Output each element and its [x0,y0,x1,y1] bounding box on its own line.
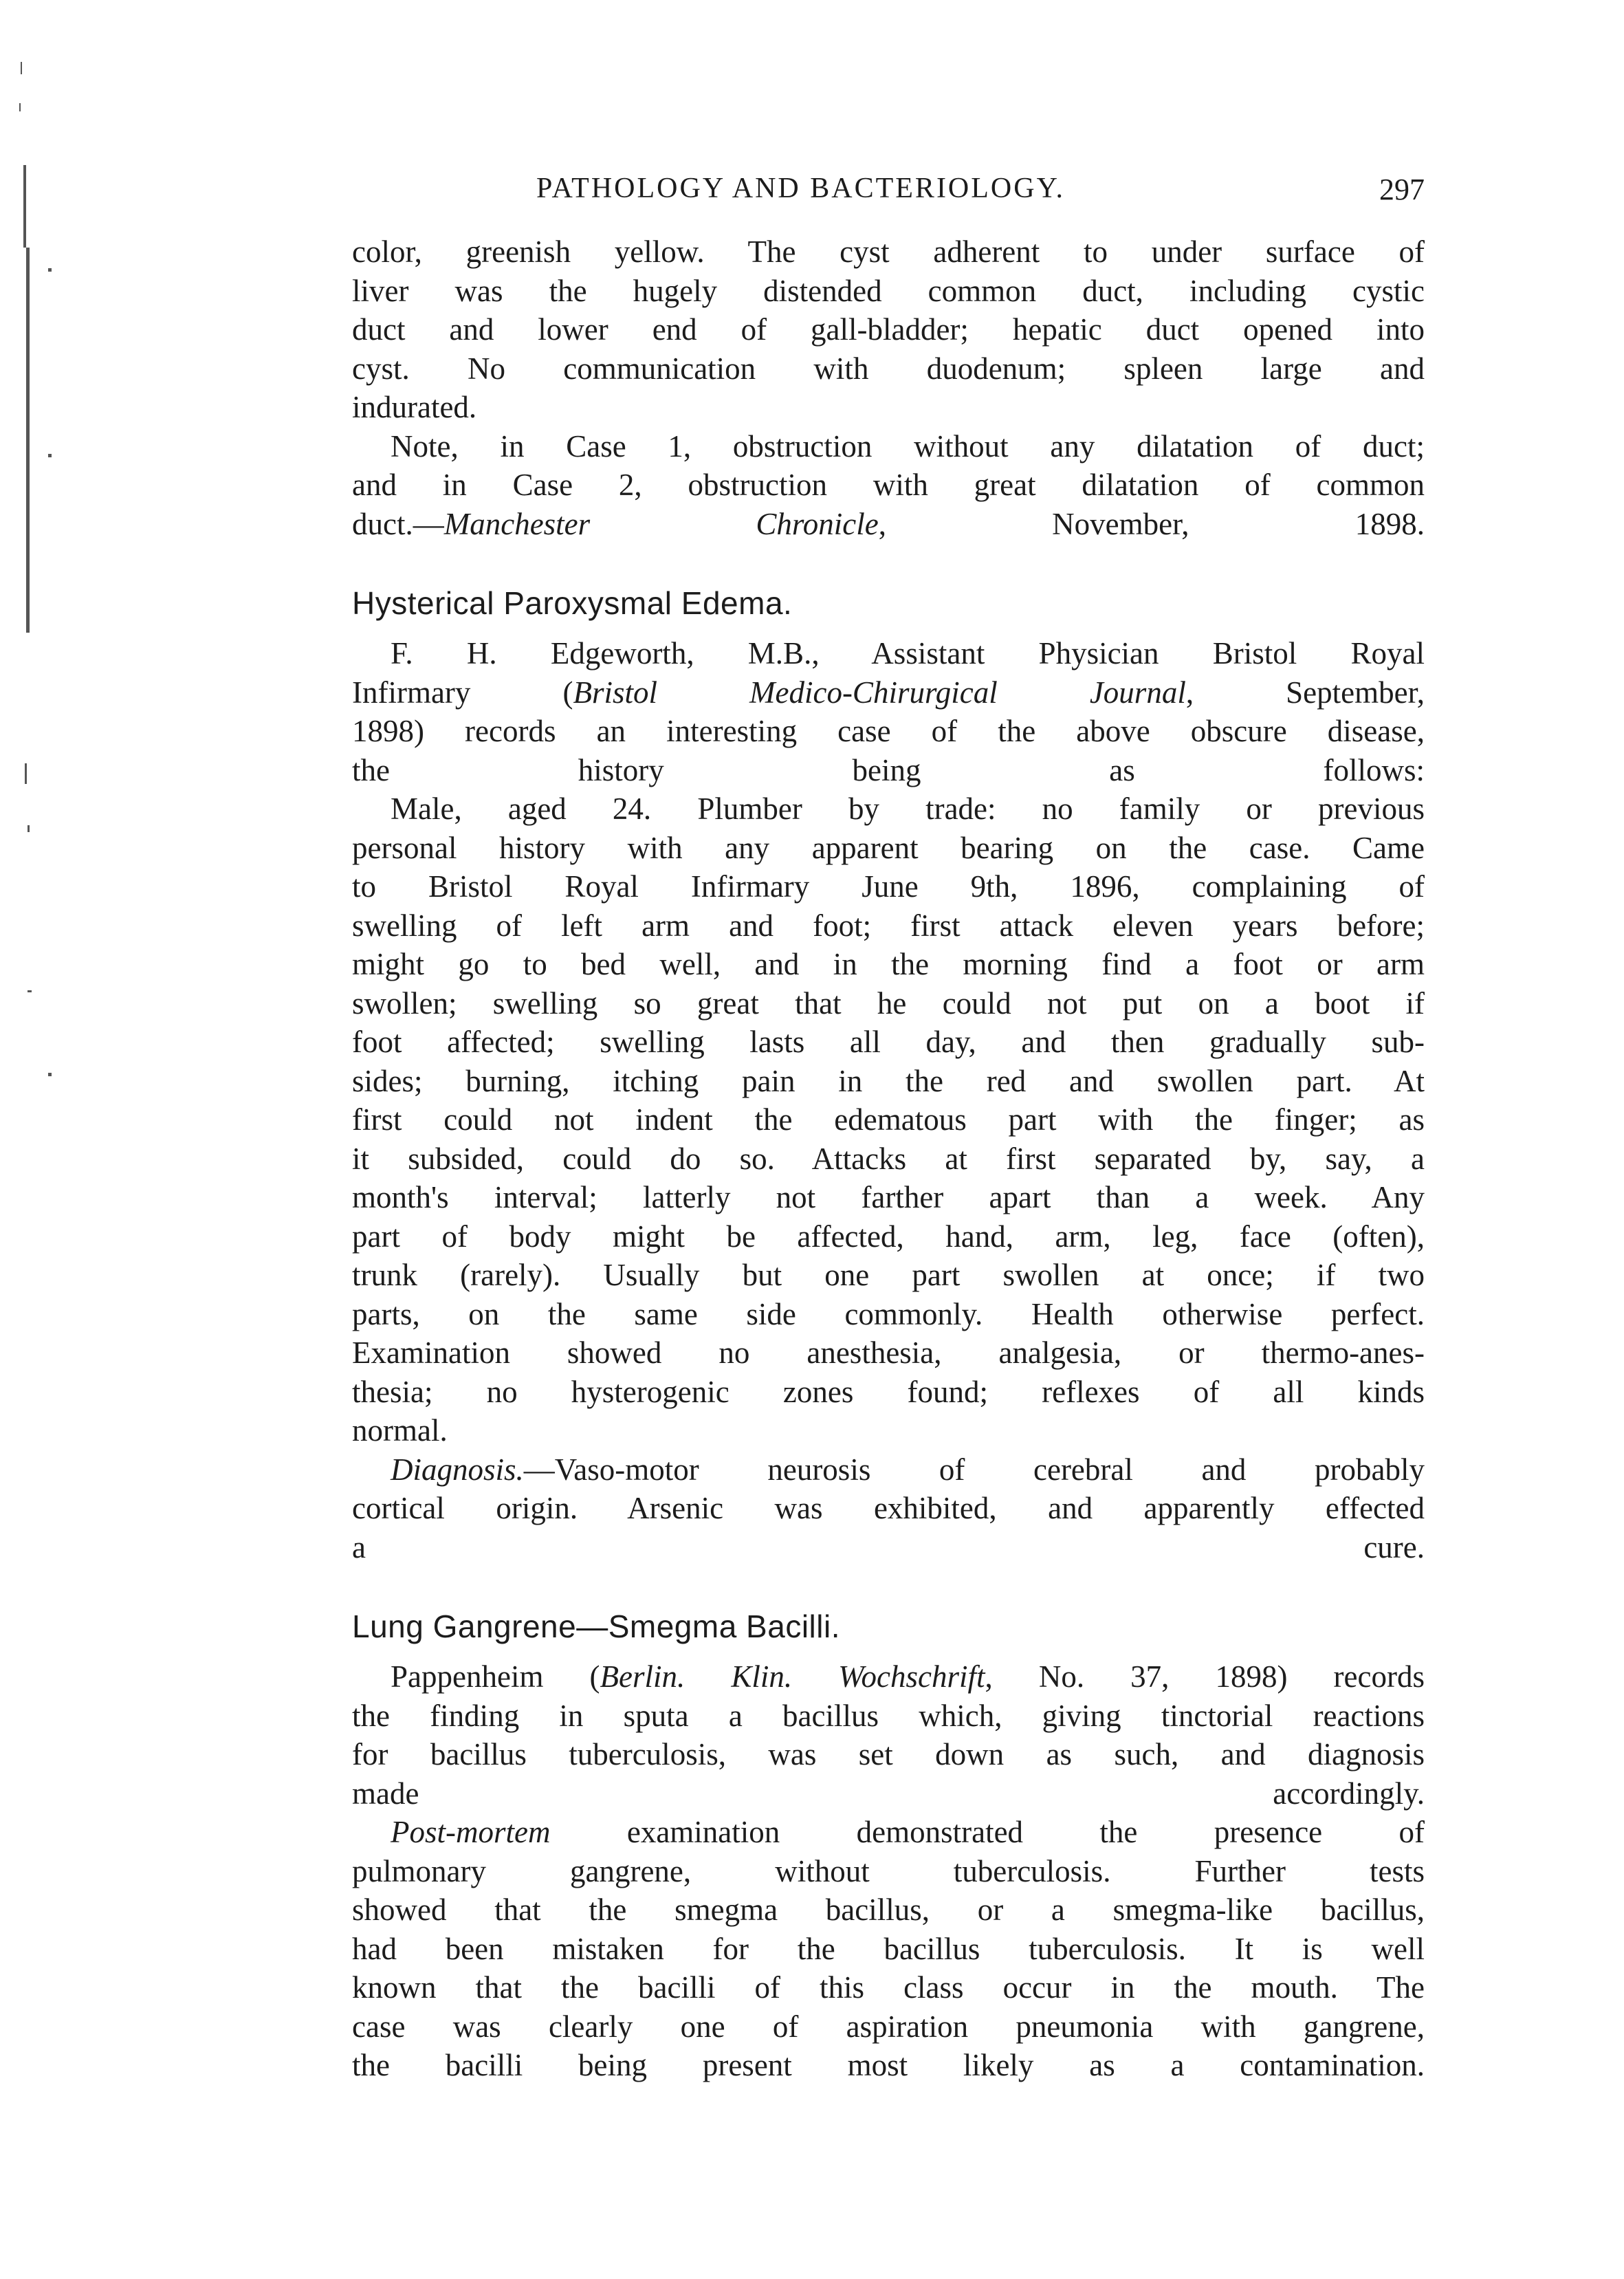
document-page [352,172,1425,2085]
text-line: normal. [352,1413,448,1448]
text-line: Examination showed no anesthesia, analgesia, or thermo-anes- [352,1335,1425,1370]
journal-citation: Bristol Medico-Chirurgical Journal [573,675,1186,710]
text-line: the bacilli being present most likely as a contamination. [352,2048,1425,2082]
running-title: PATHOLOGY AND BACTERIOLOGY. [536,173,1065,204]
text-line: , September, [1185,675,1425,710]
scan-margin-marks [0,0,83,2279]
text-line-suffix: , November, 1898. [878,506,1425,541]
text-line: made accordingly. [352,1776,1425,1811]
text-line: first could not indent the edematous part with the finger; as [352,1102,1425,1137]
gangrene-paragraph-1 [352,1657,1425,1813]
source-citation: Manchester Chronicle [443,506,879,541]
edema-paragraph-diagnosis [352,1450,1425,1567]
text-line: for bacillus tuberculosis, was set down as such, and diagnosis [352,1737,1425,1771]
gangrene-paragraph-2 [352,1813,1425,2085]
text-line: had been mistaken for the bacillus tuberculosis. It is well [352,1931,1425,1966]
text-line: thesia; no hysterogenic zones found; reflexes of all kinds [352,1374,1425,1409]
running-header [352,172,1425,213]
section-heading-edema: Hysterical Paroxysmal Edema. [352,585,793,621]
text-line: case was clearly one of aspiration pneumonia with gangrene, [352,2009,1425,2044]
diagnosis-label: Diagnosis. [391,1452,524,1487]
text-line: swelling of left arm and foot; first attack eleven years before; [352,908,1425,943]
text-line: duct and lower end of gall-bladder; hepatic duct opened into [352,312,1425,347]
edema-paragraph-2 [352,789,1425,1450]
text-line: indurated. [352,390,477,424]
text-line: Note, in Case 1, obstruction without any dilatation of duct; [391,428,1425,464]
text-line: , No. 37, 1898) records [985,1659,1425,1694]
text-line: it subsided, could do so. Attacks at first separated by, say, a [352,1141,1425,1176]
text-line: sides; burning, itching pain in the red and swollen part. At [352,1063,1425,1098]
text-line: showed that the smegma bacillus, or a smegma-like bacillus, [352,1893,1425,1927]
post-mortem-label: Post-mortem [391,1815,551,1849]
text-line: foot affected; swelling lasts all day, and then gradually sub- [352,1025,1425,1059]
text-line: the history being as follows: [352,752,1425,787]
text-line: the finding in sputa a bacillus which, giving tinctorial reactions [352,1698,1425,1733]
text-line: F. H. Edgeworth, M.B., Assistant Physician Bristol Royal [391,636,1425,670]
intro-paragraph [352,232,1425,427]
text-line: Pappenheim ( [391,1659,600,1694]
text-line: cyst. No communication with duodenum; spleen large and [352,351,1425,386]
edema-paragraph-1 [352,634,1425,789]
note-paragraph [352,427,1425,544]
text-line: cortical origin. Arsenic was exhibited, and apparently effected [352,1491,1425,1525]
text-line: part of body might be affected, hand, arm, leg, face (often), [352,1219,1425,1254]
page-number: 297 [1379,173,1425,206]
section-heading-gangrene: Lung Gangrene—Smegma Bacilli. [352,1609,840,1644]
text-line: month's interval; latterly not farther apart than a week. Any [352,1180,1425,1214]
text-line: —Vaso-motor neurosis of cerebral and probably [523,1452,1425,1487]
text-line: and in Case 2, obstruction with great dilatation of common [352,468,1425,502]
text-line-prefix: duct.— [352,506,444,541]
text-line: to Bristol Royal Infirmary June 9th, 1896, complaining of [352,869,1425,904]
text-line: a cure. [352,1529,1425,1564]
journal-citation: Berlin. Klin. Wochschrift [600,1659,985,1694]
text-line: might go to bed well, and in the morning find a foot or arm [352,947,1425,981]
text-line: personal history with any apparent bearing on the case. Came [352,830,1425,865]
text-line: color, greenish yellow. The cyst adherent to under surface of [352,235,1425,269]
text-line: parts, on the same side commonly. Health otherwise perfect. [352,1296,1425,1331]
text-line: Infirmary ( [352,675,573,710]
text-line: examination demonstrated the presence of [550,1815,1425,1849]
text-line: Male, aged 24. Plumber by trade: no family or previous [391,792,1425,826]
text-line: liver was the hugely distended common duct, including cystic [352,273,1425,308]
text-line: trunk (rarely). Usually but one part swollen at once; if two [352,1258,1425,1292]
text-line: known that the bacilli of this class occur in the mouth. The [352,1970,1425,2005]
text-line: 1898) records an interesting case of the above obscure disease, [352,714,1425,748]
text-line: swollen; swelling so great that he could not put on a boot if [352,985,1425,1021]
text-line: pulmonary gangrene, without tuberculosis. Further tests [352,1853,1425,1888]
